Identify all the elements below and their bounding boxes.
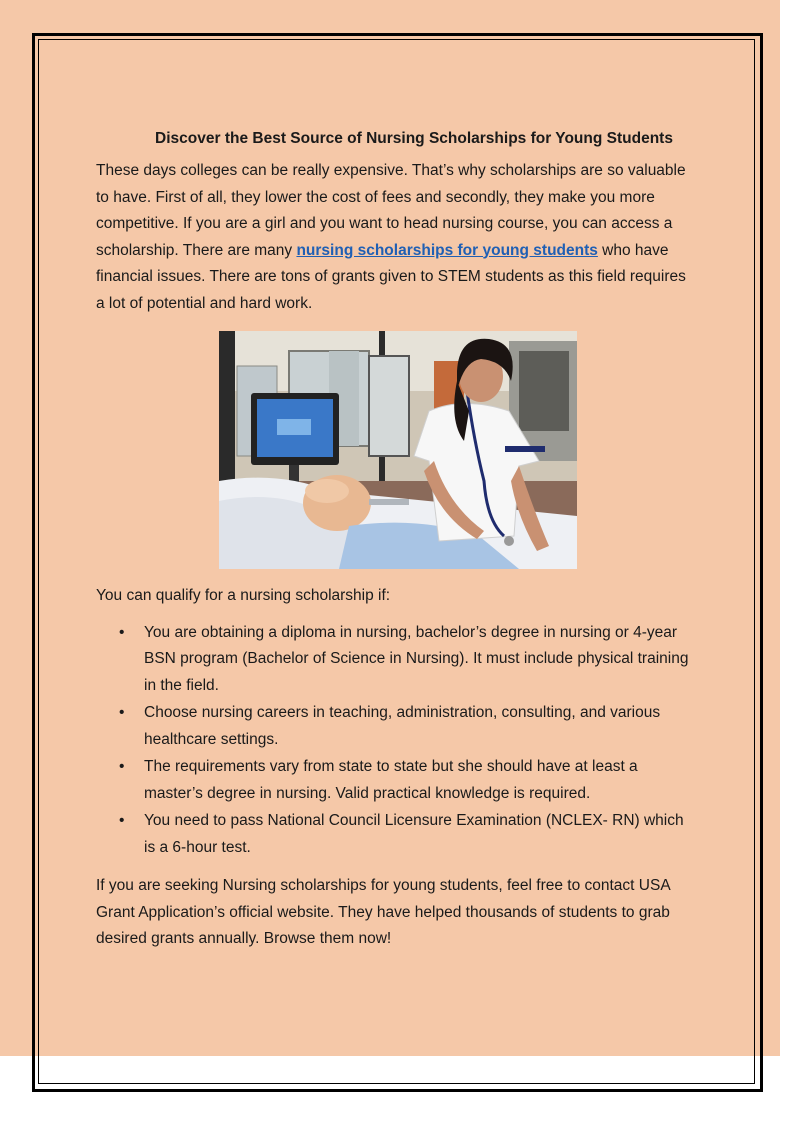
- bullet-icon: •: [119, 704, 125, 721]
- list-item: [96, 808, 696, 861]
- list-item: [96, 620, 696, 700]
- scholarship-link[interactable]: nursing scholarships for young students: [296, 241, 598, 259]
- list-intro: You can qualify for a nursing scholarship if:: [96, 587, 391, 604]
- requirement-text: Choose nursing careers in teaching, administration, consulting, and various healthcare settings.: [144, 704, 661, 748]
- closing-paragraph: If you are seeking Nursing scholarships for young students, feel free to contact USA Grant Application’s official website. They have helped thousands of students to grab desired grants annually. Browse them now!: [96, 877, 670, 947]
- requirement-text: You need to pass National Council Licensure Examination (NCLEX- RN) which is a 6-hour test.: [144, 812, 684, 856]
- document-title: Discover the Best Source of Nursing Scholarships for Young Students: [155, 130, 673, 147]
- intro-paragraph: [96, 158, 696, 317]
- document-content: [96, 128, 696, 953]
- bullet-icon: •: [119, 812, 125, 829]
- nurse-photo: [219, 331, 577, 569]
- list-item: [96, 700, 696, 753]
- requirement-text: The requirements vary from state to state but she should have at least a master’s degree in nursing. Valid practical knowledge is required.: [144, 758, 638, 802]
- intro-text-before-link: These days colleges can be really expensive. That’s why scholarships are so valuable to have. First of all, they lower the cost of fees and secondly, they make you more competitive. If you are a girl and you want to head nursing course, you can access a scholarship. There are many: [96, 162, 686, 259]
- requirements-list: [96, 620, 696, 862]
- intro-text-after-link: who have financial issues. There are tons of grants given to STEM students as this field requires a lot of potential and hard work.: [96, 241, 686, 312]
- bullet-icon: •: [119, 758, 125, 775]
- bullet-icon: •: [119, 623, 125, 641]
- requirement-text: You are obtaining a diploma in nursing, bachelor’s degree in nursing or 4-year BSN program (Bachelor of Science in Nursing). It must include physical training in the field.: [144, 623, 689, 694]
- nurse-photo-illustration: [219, 331, 577, 569]
- list-item: [96, 754, 696, 807]
